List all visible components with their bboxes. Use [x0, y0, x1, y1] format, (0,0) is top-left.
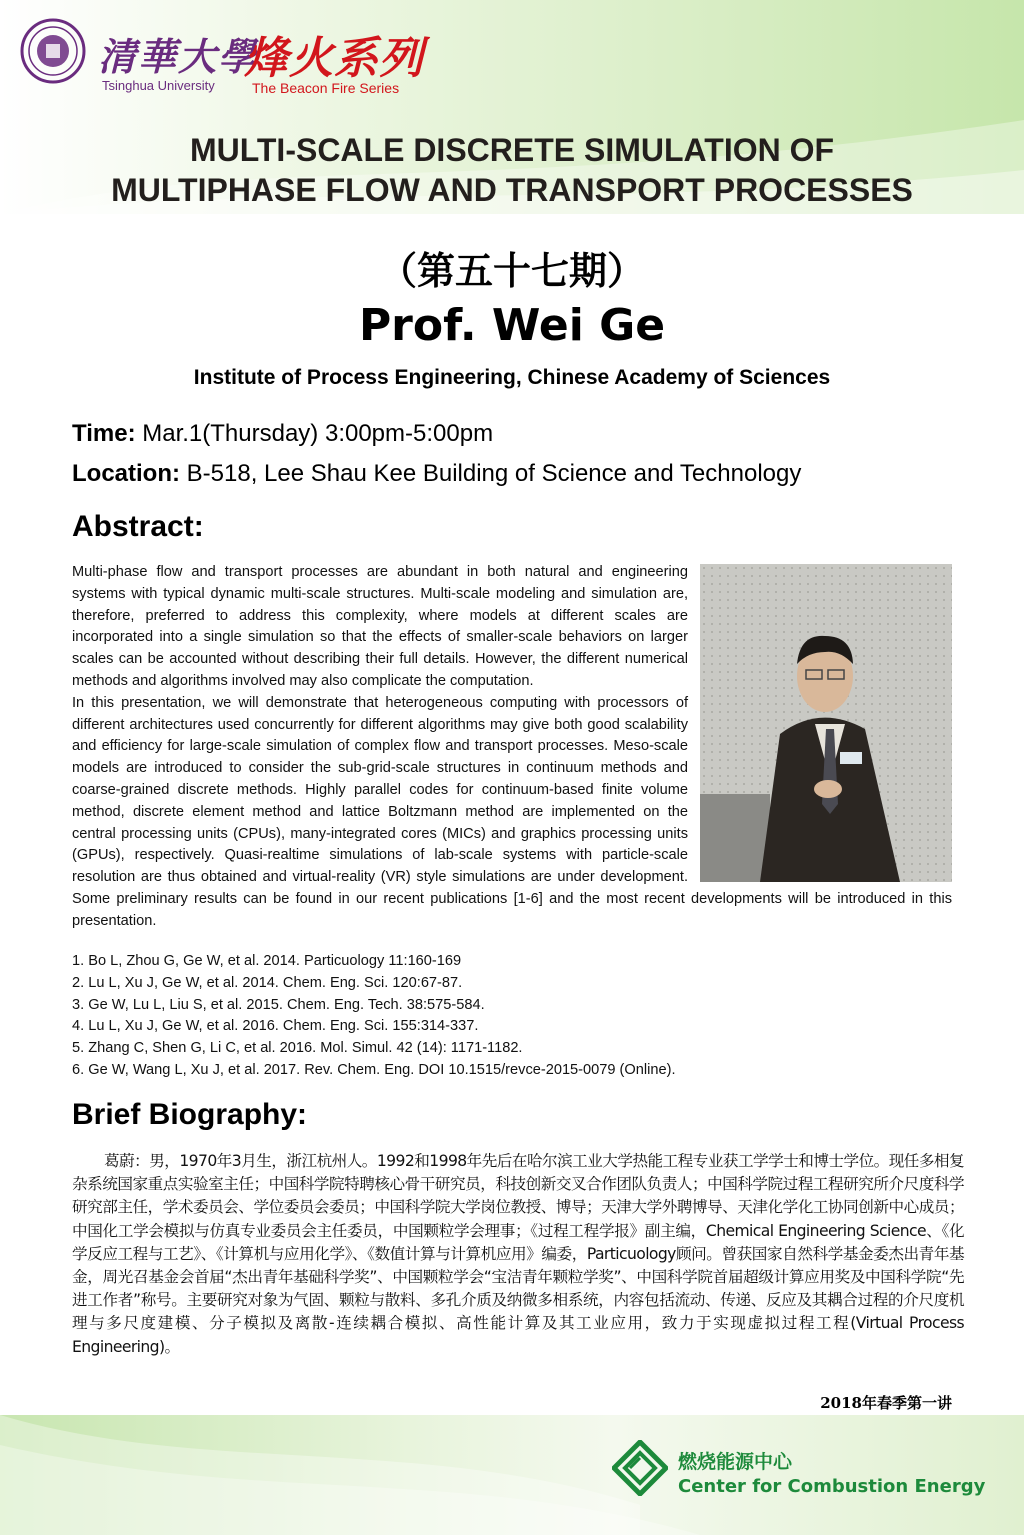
speaker-name: Prof. Wei Ge: [358, 300, 666, 351]
beacon-series-cn: 烽火系列: [244, 33, 424, 84]
time-row: [72, 420, 493, 448]
biography-heading: Brief Biography:: [72, 1098, 308, 1131]
combustion-center-name-cn: 燃烧能源中心: [678, 1451, 793, 1473]
footer-banner: [0, 1415, 1024, 1535]
beacon-series-en: The Beacon Fire Series: [252, 80, 400, 96]
reference-item: 3. Ge W, Lu L, Liu S, et al. 2015. Chem. Eng. Tech. 38:575-584.: [72, 996, 485, 1013]
issue-number: （第五十七期）: [378, 248, 645, 293]
combustion-center-name-en: Center for Combustion Energy: [678, 1476, 986, 1497]
reference-list: [72, 951, 952, 1082]
reference-item: 6. Ge W, Wang L, Xu J, et al. 2017. Rev. Chem. Eng. DOI 10.1515/revce-2015-0079 (Online).: [72, 1061, 676, 1078]
location-value: B-518, Lee Shau Kee Building of Science and Technology: [186, 460, 802, 487]
abstract-body: [72, 562, 952, 933]
footer-wave-decoration: [0, 1415, 1024, 1535]
reference-item: 4. Lu L, Xu J, Ge W, et al. 2016. Chem. Eng. Sci. 155:314-337.: [72, 1018, 479, 1035]
time-value: Mar.1(Thursday) 3:00pm-5:00pm: [142, 420, 494, 447]
abstract-paragraph-2: In this presentation, we will demonstrate that heterogeneous computing with processors of different architectures used concurrently for different algorithms may give both good scalability and efficiency for large-scale simulation of complex flow and transport processes. Meso-scale models are introduced to consider the sub-grid-scale structures in continuum methods and coarse-grained discrete methods. Highly parallel codes for continuum-based finite volume method, discrete element method and lattice Boltzmann method are implemented on the central processing units (CPUs), many-integrated cores (MICs) and graphics processing units (GPUs), respectively. Quasi-realtime simulations of lab-scale systems with particle-scale resolution are thus obtained and virtual-reality (VR) style simulations are under development. Some preliminary results can be found in our recent publications [1-6] and the most recent developments will be introduced in this presentation.: [72, 694, 952, 929]
reference-item: 5. Zhang C, Shen G, Li C, et al. 2016. Mol. Simul. 42 (14): 1171-1182.: [72, 1040, 523, 1057]
time-label: Time:: [72, 420, 136, 447]
combustion-center-logo-icon: [612, 1440, 668, 1496]
reference-item: 1. Bo L, Zhou G, Ge W, et al. 2014. Particuology 11:160-169: [72, 953, 462, 969]
abstract-paragraph-1: Multi-phase flow and transport processes are abundant in both natural and engineering systems with typical dynamic multi-scale structures. Multi-scale modeling and simulation are, therefore, preferred to address this complexity, where models at different scales are incorporated into a single simulation so that the effects of smaller-scale behaviors on larger scales can be accounted without describing their full details. However, the different numerical methods and algorithms involved may also complicate the computation.: [72, 564, 688, 689]
biography-text: 葛蔚：男，1970年3月生，浙江杭州人。1992和1998年先后在哈尔滨工业大学热能工程专业获工学学士和博士学位。现任多相复杂系统国家重点实验室主任；中国科学院特聘核心骨干研究员，科技创新交叉合作团队负责人；中国科学院过程工程研究所介尺度科学研究部主任，学术委员会、学位委员会委员；中国科学院大学岗位教授、博导；天津大学外聘博导、天津化学化工协同创新中心成员；中国化工学会模拟与仿真专业委员会主任委员，中国颗粒学会理事；《过程工程学报》副主编，Chemical Engineering Science、《化学反应工程与工艺》、《计算机与应用化学》、《数值计算与计算机应用》编委，Particuology顾问。曾获国家自然科学基金委杰出青年基金，周光召基金会首届“杰出青年基础科学奖”、中国颗粒学会“宝洁青年颗粒学奖”、中国科学院首届超级计算应用奖及中国科学院“先进工作者”称号。主要研究对象为气固、颗粒与散料、多孔介质及纳微多相系统，内容包括流动、传递、反应及其耦合过程的介尺度机理与多尺度建模、分子模拟及离散-连续耦合模拟、高性能计算及其工业应用，致力于实现虚拟过程工程(Virtual Process Engineering)。: [72, 1152, 964, 1356]
tsinghua-name-cn: 清華大學: [98, 34, 259, 79]
tsinghua-seal-icon: [20, 18, 86, 84]
abstract-heading: Abstract:: [72, 510, 204, 543]
reference-item: 2. Lu L, Xu J, Ge W, et al. 2014. Chem. Eng. Sci. 120:67-87.: [72, 974, 463, 991]
speaker-affiliation: Institute of Process Engineering, Chinese Academy of Sciences: [193, 366, 831, 389]
speaker-photo: [700, 564, 952, 882]
title-line-2: MULTIPHASE FLOW AND TRANSPORT PROCESSES: [111, 172, 913, 208]
season-label: 2018年春季第一讲: [820, 1394, 952, 1412]
tsinghua-name-en: Tsinghua University: [102, 78, 215, 93]
lecture-title: [0, 130, 1024, 210]
title-line-1: MULTI-SCALE DISCRETE SIMULATION OF: [189, 132, 835, 168]
location-label: Location:: [72, 460, 180, 487]
speaker-photo-illustration: [700, 564, 952, 882]
location-row: [72, 460, 801, 488]
